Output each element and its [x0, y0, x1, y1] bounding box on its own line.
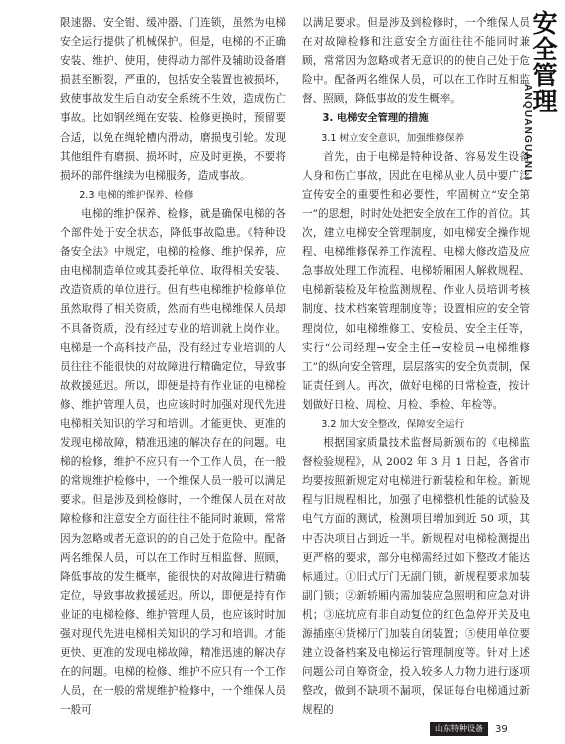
section-heading: 3. 电梯安全管理的措施 [322, 113, 429, 125]
section-pinyin-vertical: ANQUANGUANLI [522, 84, 533, 181]
journal-name-badge: 山东特种设备 [430, 722, 488, 736]
body-paragraph: 根据国家质量技术监督局新颁布的《电梯监督检验规程》，从 2002 年 3 月 1 日起，各省市均要按照新规定对电梯进行新装检和年检。新规程与旧规程相比，加强了电梯整机性能的试验及电气方面的测试，检测项目增加到近 50 项，其中否决项目占到近一半。新规程对电梯检测提出更严格的要求，部分电梯需经过如下整改才能达标通过。①旧式厅门无副门锁，新规程要求加装副门锁；②新轿厢内需加装应急照明和应急对讲机；③底坑应有非自动复位的红色急停开关及电源插座④货梯厅门加装自闭装置；⑤使用单位要建立设备档案及电梯运行管理制度等。针对上述问题公司自筹资金，投入较多人力物力进行逐项整改，做到不缺项不漏项，保证每台电梯通过新规程的 [302, 437, 530, 717]
body-paragraph: 以满足要求。但是涉及到检修时，一个维保人员在对故障检修和注意安全方面往往不能同时兼顾，常常因为忽略或者无意识的的使自己处于危险中。配备两名维保人员，可以在工作时互相监督、照顾，降低事故的发生概率。 [302, 17, 530, 106]
subsection-heading: 3.1 树立安全意识，加强维修保养 [321, 132, 465, 144]
body-paragraph: 限速器、安全钳、缓冲器、门连锁，虽然为电梯安全运行提供了机械保护。但是，电梯的不正确安装、维护、使用，使得动力部件及辅助设备磨损甚至断裂，严重的，包括安全装置也被损坏，致使事故发生后自动安全系统不生效，造成伤亡事故。比如钢丝绳在安装、检修更换时，预留要合适，以免在绳轮槽内滑动，磨损曳引轮。发现其他组件有磨损、损坏时，应及时更换，不要将损坏的部件继续为电梯服务，造成事故。 [60, 17, 286, 182]
subsection-heading: 3.2 加大安全整改，保障安全运行 [321, 418, 465, 430]
article-right-column [302, 14, 530, 720]
section-title-vertical: 安全管理 [529, 10, 558, 114]
article-left-column [60, 14, 286, 720]
subsection-heading: 2.3 电梯的维护保养、检修 [79, 189, 194, 201]
body-paragraph: 首先，由于电梯是特种设备、容易发生设备人身和伤亡事故，因此在电梯从业人员中要广泛宣传安全的重要性和必要性，牢固树立“安全第一”的思想，时时处处把安全放在工作的首位。其次，建立电梯安全管理制度，如电梯安全操作规程、电梯维修保养工作流程、电梯大修改造及应急事故处理工作流程、电梯轿厢困人解救规程、电梯新装检及年检监测规程、作业人员培训考核制度、技术档案管理制度等；设置相应的安全管理岗位，如电梯维修工、安检员、安全主任等，实行“公司经理→安全主任→安检员→电梯维修工”的纵向安全管理，层层落实的安全负责制，保证责任到人。再次，做好电梯的日常检查，按计划做好日检、周检、月检、季检、年检等。 [302, 150, 530, 411]
body-paragraph: 电梯的维护保养、检修，就是确保电梯的各个部件处于安全状态，降低事故隐患。《特种设备安全法》中规定，电梯的检修、维护保养，应由电梯制造单位或其委托单位、取得相关安装、改造资质的单位进行。但有些电梯维护检修单位虽然取得了相关资质，然而有些电梯维保人员却不具备资质，没有经过专业的培训就上岗作业。电梯是一个高科技产品，没有经过专业培训的人员往往不能很快的对故障进行精确定位，导致事故救援延迟。所以，即便是持有作业证的电梯检修、维护管理人员，也应该时时加强对现代先进电梯相关知识的学习和培训。才能更快、更准的发现电梯故障，精准迅速的解决存在的问题。电梯的检修，维护不应只有一个工作人员，在一般的常规维护检修中，一个维保人员一般可以满足要求。但是涉及到检修时，一个维保人员在对故障检修和注意安全方面往往不能同时兼顾，常常因为忽略或者无意识的的自己处于危险中。配备两名维保人员，可以在工作时互相监督、照顾，降低事故的发生概率，能很快的对故障进行精确定位，导致事故救援延迟。所以，即便是持有作业证的电梯检修、维护管理人员，也应该时时加强对现代先进电梯相关知识的学习和培训。才能更快、更准的发现电梯故障，精准迅速的解决存在的问题。电梯的检修、维护不应只有一个工作人员，在一般的常规维护检修中，一个维保人员一般可 [60, 207, 286, 717]
page-number: 39 [495, 723, 508, 735]
page-footer [430, 722, 508, 736]
